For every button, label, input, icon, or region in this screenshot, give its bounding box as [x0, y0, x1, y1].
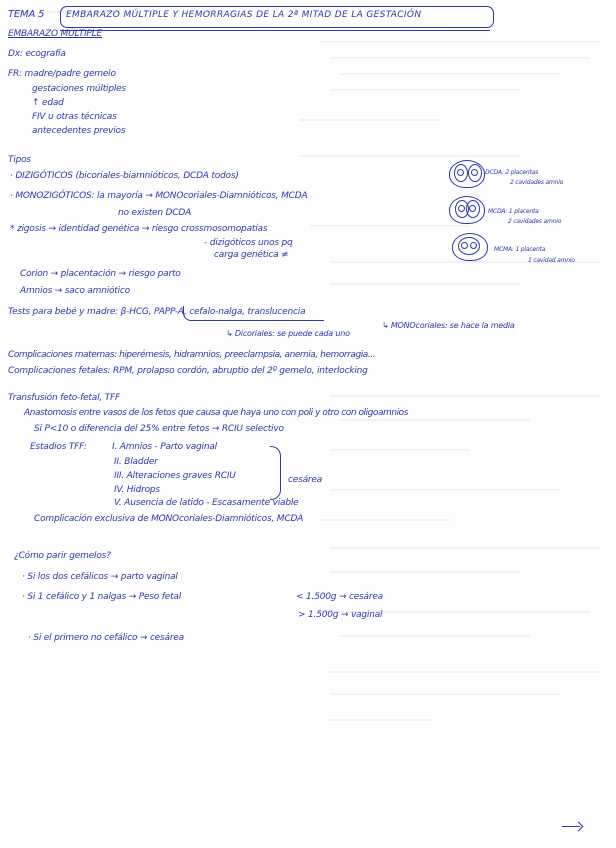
stage-item: III. Alteraciones graves RCIU	[114, 471, 236, 481]
page-title: EMBARAZO MÚLTIPLE Y HEMORRAGIAS DE LA 2ª MITAD DE LA GESTACIÓN	[66, 10, 422, 20]
tema-label: TEMA 5	[8, 9, 45, 20]
stage-item: V. Ausencia de latido - Escasamente viable	[114, 498, 299, 508]
text-line: Dx: ecografía	[8, 49, 66, 59]
text-line: Tests para bebé y madre: β-HCG, PAPP-A, cefalo-nalga, translucencia	[8, 307, 306, 317]
text-line: - dizigóticos unos pq	[204, 238, 293, 248]
text-line: gestaciones múltiples	[32, 84, 126, 94]
text-line: FIV u otras técnicas	[32, 112, 117, 122]
fetus-icon	[470, 242, 477, 249]
stage-item: IV. Hidrops	[114, 485, 160, 495]
brace-mark	[270, 446, 281, 500]
text-line: ↑ edad	[32, 98, 64, 108]
text-line: Amnios → saco amniótico	[20, 286, 130, 296]
diagram-label: 2 cavidades amnio	[508, 218, 562, 225]
text-line: ↳ MONOcoriales: se hace la media	[382, 321, 515, 330]
text-line: no existen DCDA	[118, 208, 192, 218]
text-line: Corion → placentación → riesgo parto	[20, 269, 181, 279]
text-line: · Si los dos cefálicos → parto vaginal	[22, 572, 178, 582]
text-line: · MONOZIGÓTICOS: la mayoría → MONOcoriales-Diamnióticos, MCDA	[10, 191, 308, 201]
text-line: Si P<10 o diferencia del 25% entre fetos → RCIU selectivo	[34, 424, 284, 434]
text-line: Complicación exclusiva de MONOcoriales-Diamnióticos, MCDA	[34, 514, 304, 524]
text-line: Complicaciones fetales: RPM, prolapso cordón, abruptio del 2º gemelo, interlocking	[8, 366, 368, 376]
text-line: · Si 1 cefálico y 1 nalgas → Peso fetal	[22, 592, 182, 602]
diagram-label: MCMA: 1 placenta	[494, 246, 546, 253]
text-line: * zigosis → identidad genética → riesgo crossmosomopatías	[10, 224, 268, 234]
section-heading: Tipos	[8, 155, 31, 165]
text-line: antecedentes previos	[32, 126, 126, 136]
next-page-arrow-icon	[562, 826, 580, 827]
section-heading: EMBARAZO MÚLTIPLE	[8, 29, 102, 39]
text-line: FR: madre/padre gemelo	[8, 69, 116, 79]
text-line: < 1.500g → cesárea	[296, 592, 383, 602]
fetus-icon	[469, 205, 476, 212]
diagram-label: 1 cavidad amnio	[528, 257, 575, 264]
fetus-icon	[457, 169, 464, 176]
diagram-label: 2 cavidades amnio	[510, 179, 564, 186]
diagram-label: MCDA: 1 placenta	[488, 208, 539, 215]
title-underline	[60, 30, 490, 31]
stage-item: I. Amnios - Parto vaginal	[112, 442, 217, 452]
cesarea-note: cesárea	[288, 475, 323, 485]
fetus-icon	[471, 169, 478, 176]
text-line: · DIZIGÓTICOS (bicoriales-biamnióticos, DCDA todos)	[10, 171, 239, 181]
text-line: Complicaciones maternas: hiperémesis, hidramnios, preeclampsia, anemia, hemorragia...	[8, 350, 376, 360]
section-heading: Transfusión feto-fetal, TFF	[8, 393, 120, 403]
section-heading: ¿Cómo parir gemelos?	[14, 551, 111, 561]
stage-item: II. Bladder	[114, 457, 158, 467]
fetus-icon	[461, 242, 468, 249]
text-line: Estadios TFF:	[30, 442, 87, 452]
diagram-label: DCDA: 2 placentas	[485, 169, 538, 176]
text-line: ↳ Dicoriales: se puede cada uno	[226, 329, 350, 338]
fetus-icon	[458, 205, 465, 212]
text-line: > 1.500g → vaginal	[298, 610, 383, 620]
text-line: Anastomosis entre vasos de los fetos que causa que haya uno con poli y otro con oligoamnios	[24, 408, 408, 418]
text-line: · Si el primero no cefálico → cesárea	[28, 633, 184, 643]
text-line: carga genética ≠	[214, 250, 289, 260]
